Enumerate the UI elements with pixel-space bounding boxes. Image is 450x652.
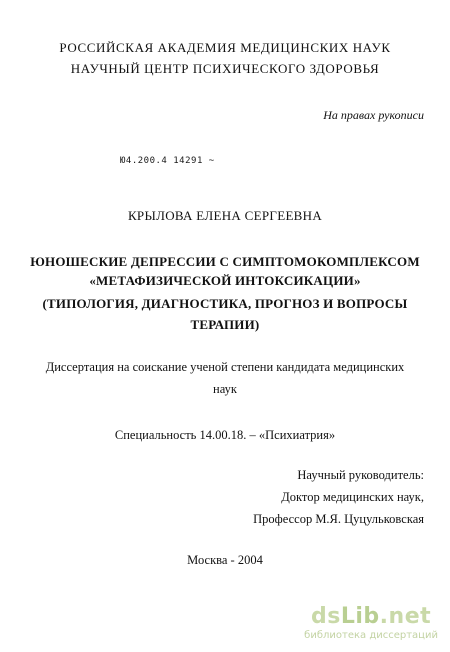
title-line-2: «МЕТАФИЗИЧЕСКОЙ ИНТОКСИКАЦИИ» [89,273,361,288]
logo-ds: ds [311,604,341,629]
degree-line-1: Диссертация на соискание ученой степени кандидата медицинских [45,360,405,374]
logo-net: .net [379,604,432,629]
watermark-subtitle: библиотека диссертаций [304,630,438,641]
dslib-logo [304,605,438,629]
org-name-line-1: РОССИЙСКАЯ АКАДЕМИЯ МЕДИЦИНСКИХ НАУК [59,40,391,55]
logo-lib: Lib [340,604,380,629]
supervisor-label: Научный руководитель: [297,468,424,482]
author-name: КРЫЛОВА ЕЛЕНА СЕРГЕЕВНА [127,208,323,223]
supervisor-name: Профессор М.Я. Цуцульковская [253,512,424,526]
supervisor-degree: Доктор медицинских наук, [281,490,424,504]
specialty: Специальность 14.00.18. – «Психиатрия» [114,428,336,442]
dslib-watermark [304,605,438,642]
title-line-3: (ТИПОЛОГИЯ, ДИАГНОСТИКА, ПРОГНОЗ И ВОПРОСЫ [42,296,408,311]
degree-line-2: наук [213,382,237,396]
library-stamp: Ю4.200.4 14291 ~ [120,156,215,166]
title-line-4: ТЕРАПИИ) [190,317,260,332]
manuscript-note: На правах рукописи [323,108,424,122]
org-name-line-2: НАУЧНЫЙ ЦЕНТР ПСИХИЧЕСКОГО ЗДОРОВЬЯ [70,61,380,76]
title-line-1: ЮНОШЕСКИЕ ДЕПРЕССИИ С СИМПТОМОКОМПЛЕКСОМ [30,254,420,269]
place-year: Москва - 2004 [187,553,263,567]
